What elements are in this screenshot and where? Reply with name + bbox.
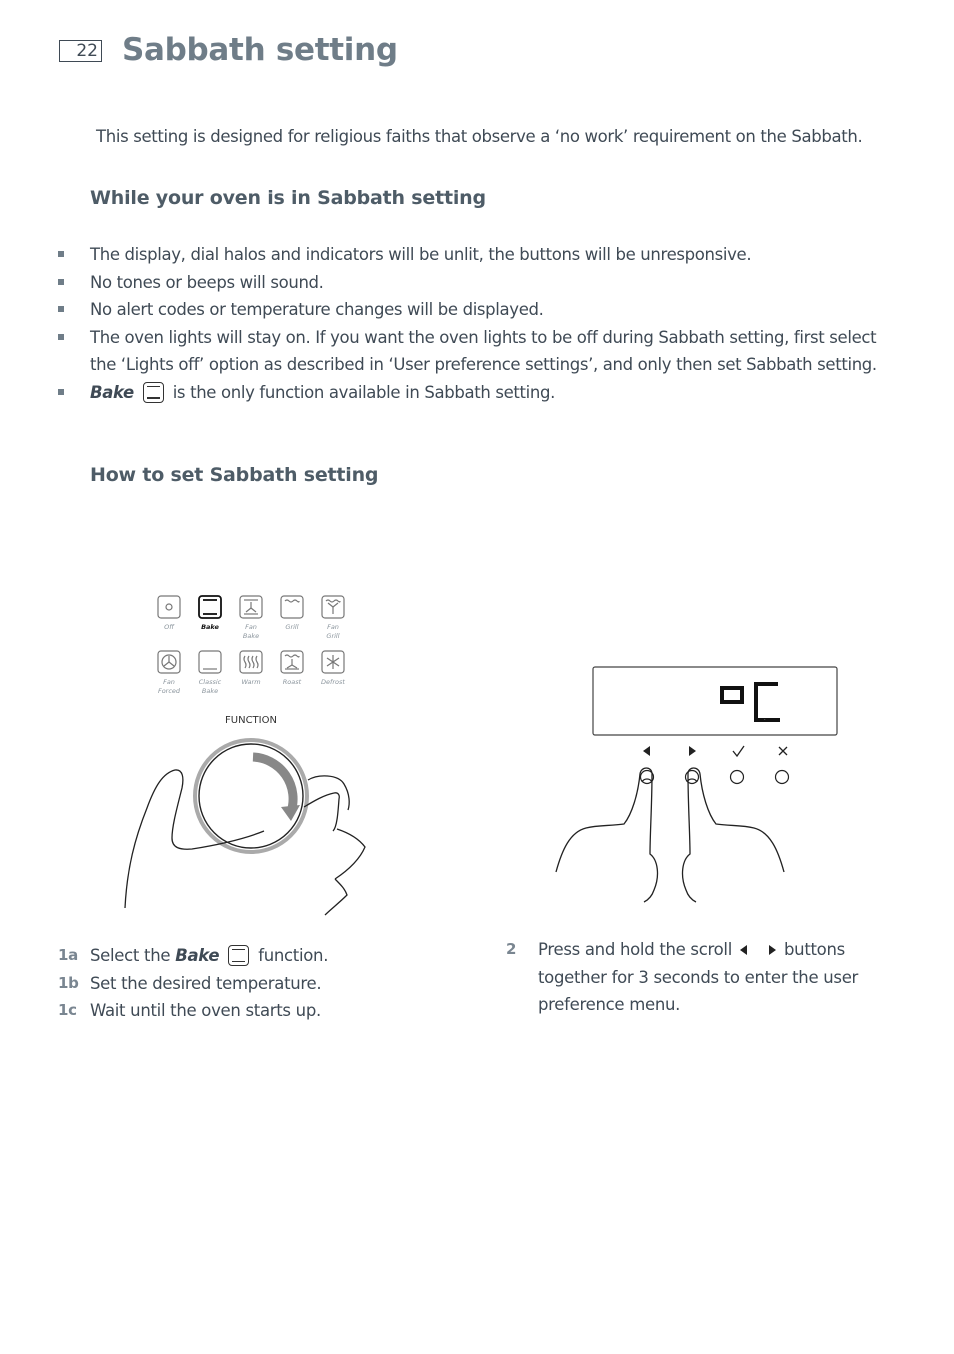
list-item: The display, dial halos and indicators will be unlit, the buttons will be unresponsive.	[90, 241, 910, 269]
intro-text: This setting is designed for religious faiths that observe a ‘no work’ requirement on the Sabbath.	[96, 127, 863, 146]
list-item: preference menu.	[538, 995, 681, 1014]
sabbath-bullet-list	[90, 241, 910, 406]
grill-icon	[281, 596, 303, 618]
check-icon	[733, 746, 744, 756]
section-heading-how: How to set Sabbath setting	[90, 464, 379, 486]
icon-label-fan-bake: Fan Bake	[242, 623, 260, 640]
bake-bullet-rest: is the only function available in Sabbath setting.	[172, 382, 556, 402]
classic-bake-icon	[199, 651, 221, 673]
off-icon	[158, 596, 180, 618]
step-text: Set the desired temperature.	[90, 973, 322, 993]
icon-label-defrost: Defrost	[321, 678, 345, 686]
scroll-left-icon	[643, 746, 650, 756]
list-item	[58, 997, 420, 1025]
cross-icon	[779, 747, 787, 755]
icon-label-fan-forced: Fan Forced	[157, 678, 181, 695]
cross-button	[776, 771, 789, 784]
icon-label-off: Off	[164, 623, 174, 631]
page-number: 22	[59, 40, 102, 62]
lcd-display	[593, 667, 837, 735]
bake-icon	[228, 945, 249, 966]
list-item	[506, 936, 928, 964]
list-item: together for 3 seconds to enter the user	[538, 967, 859, 987]
fan-forced-icon	[158, 651, 180, 673]
step-text: Press and hold the scroll	[538, 940, 732, 959]
warm-icon	[240, 651, 262, 673]
icon-label-fan-grill: Fan Grill	[326, 623, 340, 640]
scroll-right-icon	[689, 746, 696, 756]
list-item: No alert codes or temperature changes will be displayed.	[90, 296, 910, 324]
step-text: Wait until the oven starts up.	[90, 1001, 321, 1020]
bake-word: Bake	[175, 946, 220, 965]
scroll-right-icon	[769, 945, 776, 955]
roast-icon	[281, 651, 303, 673]
function-dial-illustration	[110, 585, 380, 930]
icon-label-warm: Warm	[241, 678, 261, 686]
step-number: 1c	[58, 1001, 77, 1019]
bake-word: Bake	[90, 382, 134, 402]
function-label: FUNCTION	[225, 715, 277, 726]
list-item	[58, 942, 420, 970]
list-item-bake	[90, 379, 910, 407]
step-text: buttons	[784, 940, 845, 959]
list-item: No tones or beeps will sound.	[90, 269, 910, 297]
steps-list-1	[58, 942, 420, 1025]
section-heading-while: While your oven is in Sabbath setting	[90, 187, 486, 209]
fingers-illustration	[556, 768, 784, 902]
fan-grill-icon	[322, 596, 344, 618]
icon-label-grill: Grill	[285, 623, 299, 631]
step-text: Select the	[90, 946, 171, 965]
bake-icon	[199, 596, 221, 618]
check-button	[731, 771, 744, 784]
defrost-icon	[322, 651, 344, 673]
fan-bake-icon	[240, 596, 262, 618]
scroll-left-icon	[740, 945, 747, 955]
icon-label-roast: Roast	[282, 678, 302, 686]
icon-label-classic-bake: Classic Bake	[198, 678, 222, 695]
page-title: Sabbath setting	[122, 32, 398, 68]
list-item: The oven lights will stay on. If you want the oven lights to be off during Sabbath setting, first select the ‘Lights off’ option as described in ‘User preference settings’, and only then set Sabbath setting.	[90, 324, 900, 379]
steps-list-2	[506, 936, 928, 1019]
bake-icon	[143, 382, 164, 403]
icon-label-bake: Bake	[201, 623, 219, 631]
step-number: 1b	[58, 973, 79, 992]
step-number: 2	[506, 940, 517, 958]
lcd-readout-text: oC	[764, 720, 766, 721]
display-buttons-illustration	[550, 660, 850, 905]
list-item	[58, 970, 420, 998]
step-text: function.	[258, 946, 329, 965]
step-number: 1a	[58, 946, 78, 964]
